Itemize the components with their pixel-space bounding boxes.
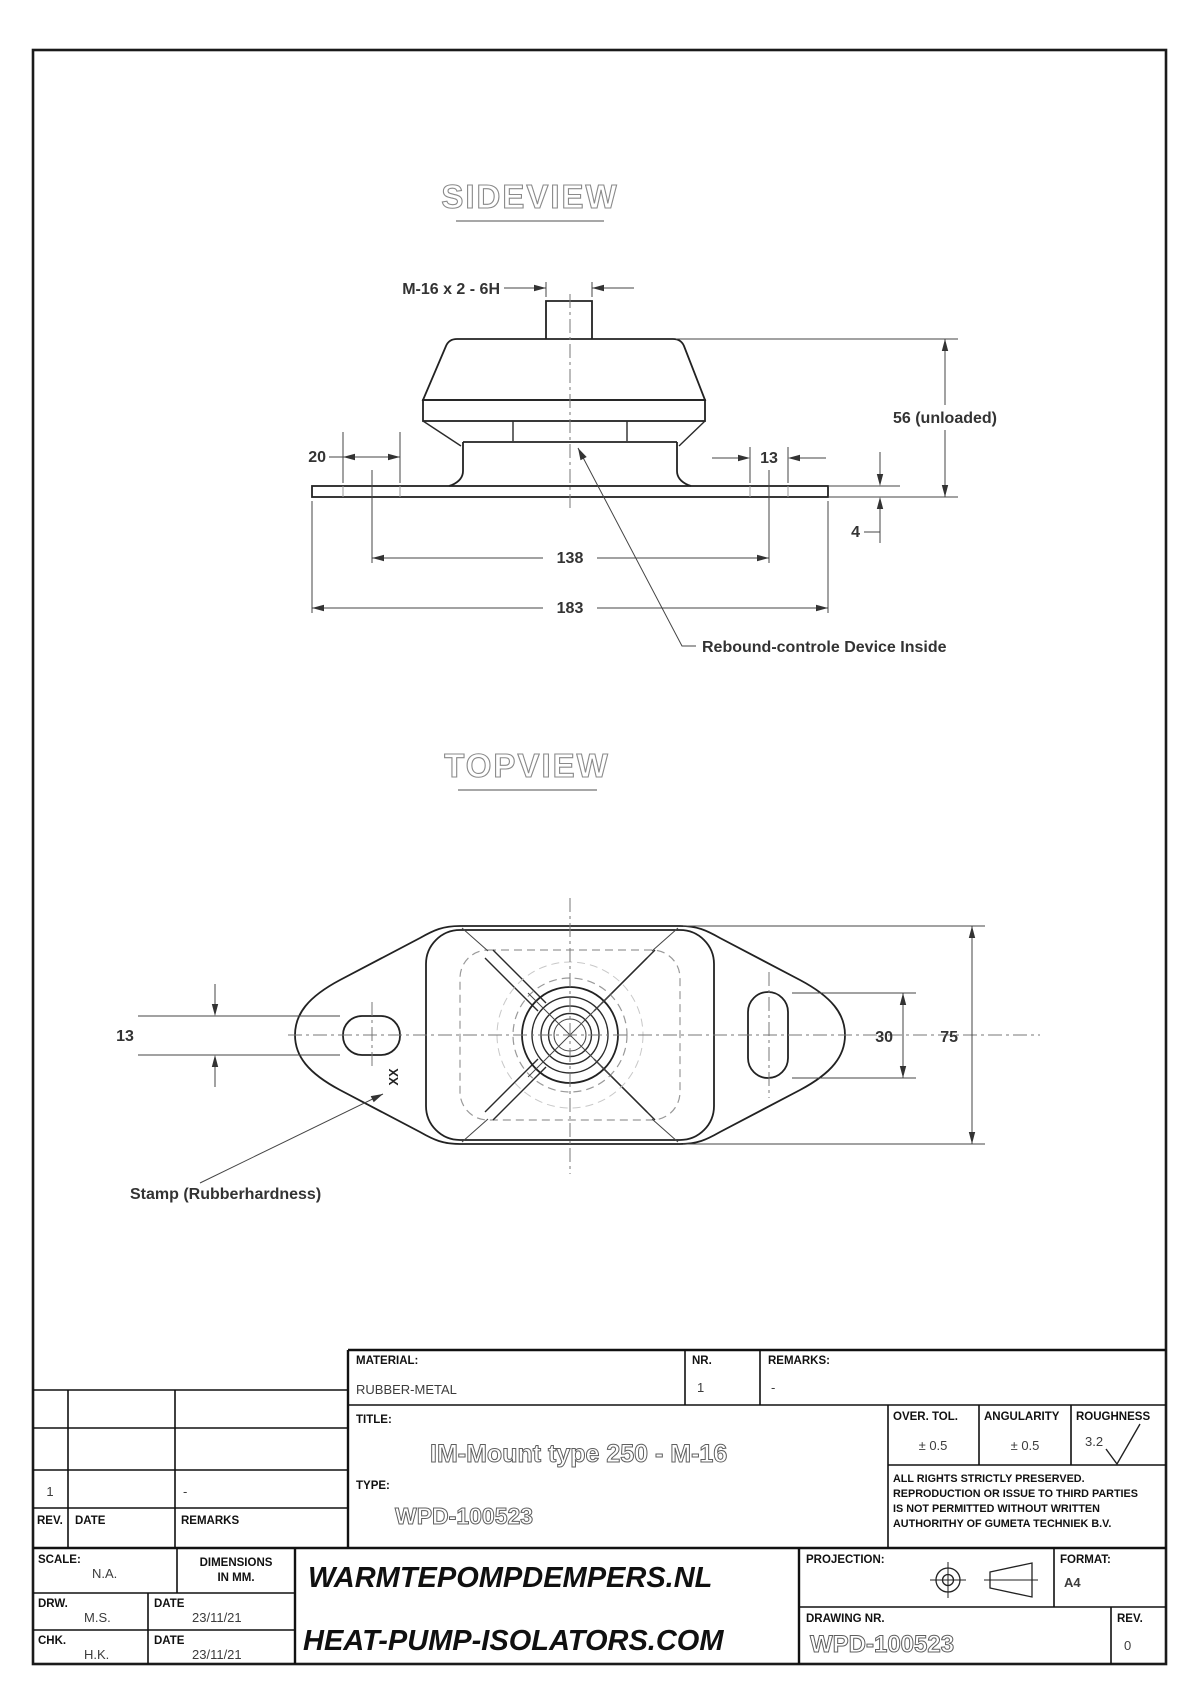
over-tol-label: OVER. TOL. <box>893 1411 958 1423</box>
dim-138-text: 138 <box>556 550 584 567</box>
sideview-title: SIDEVIEW <box>441 178 619 215</box>
drw-label: DRW. <box>38 1598 68 1610</box>
rev-table-date-label: DATE <box>75 1515 106 1527</box>
copyright-line: ALL RIGHTS STRICTLY PRESERVED. <box>893 1473 1085 1485</box>
rev-table-remarks-label: REMARKS <box>181 1515 240 1527</box>
scale-value: N.A. <box>92 1566 118 1581</box>
sideview-part <box>312 294 828 512</box>
rebound-leader <box>578 448 947 656</box>
title-block <box>33 1350 1166 1664</box>
topview-part <box>288 898 1040 1174</box>
dim-56 <box>676 339 997 497</box>
drawing-nr-label: DRAWING NR. <box>806 1613 885 1625</box>
copyright-line: AUTHORITHY OF GUMETA TECHNIEK B.V. <box>893 1518 1112 1530</box>
nr-label: NR. <box>692 1355 712 1367</box>
scale-label: SCALE: <box>38 1554 81 1566</box>
type-label: TYPE: <box>356 1480 390 1492</box>
chk-date-value: 23/11/21 <box>192 1647 242 1662</box>
chk-label: CHK. <box>38 1635 67 1647</box>
format-label: FORMAT: <box>1060 1554 1111 1566</box>
dim-13-top-text: 13 <box>116 1028 134 1045</box>
dim-138 <box>372 470 769 567</box>
rev-label: REV. <box>1117 1613 1143 1625</box>
dim-75-text: 75 <box>940 1029 958 1046</box>
topview-title: TOPVIEW <box>444 747 610 784</box>
roughness-check-icon <box>1106 1424 1140 1464</box>
rev-row-remarks: - <box>183 1484 188 1499</box>
rev-table-rev-label: REV. <box>37 1515 63 1527</box>
dim-183-text: 183 <box>556 600 584 617</box>
dimensions-label-line1: DIMENSIONS <box>199 1557 273 1569</box>
brand-line2: HEAT-PUMP-ISOLATORS.COM <box>303 1625 724 1657</box>
projection-label: PROJECTION: <box>806 1554 885 1566</box>
chk-date-label: DATE <box>154 1635 185 1647</box>
dim-thread <box>402 281 634 298</box>
drawing-nr-value: WPD-100523 <box>810 1631 955 1658</box>
remarks-label: REMARKS: <box>768 1355 830 1367</box>
sideview-drawing <box>308 178 997 656</box>
stamp-mark: XX <box>386 1068 401 1086</box>
angularity-value: ± 0.5 <box>1010 1438 1040 1453</box>
drw-value: M.S. <box>84 1610 111 1625</box>
dim-20 <box>308 432 400 483</box>
dimensions-label-line2: IN MM. <box>217 1572 255 1584</box>
dim-20-text: 20 <box>308 449 326 466</box>
roughness-value: 3.2 <box>1085 1434 1104 1449</box>
rebound-note: Rebound-controle Device Inside <box>702 639 947 656</box>
chk-value: H.K. <box>84 1647 110 1662</box>
roughness-label: ROUGHNESS <box>1076 1411 1151 1423</box>
drw-date-label: DATE <box>154 1598 185 1610</box>
stamp-annotation <box>130 1068 401 1203</box>
stamp-note: Stamp (Rubberhardness) <box>130 1186 322 1203</box>
rev-row-number: 1 <box>46 1484 54 1499</box>
copyright-line: IS NOT PERMITTED WITHOUT WRITTEN <box>893 1503 1100 1515</box>
format-value: A4 <box>1064 1575 1081 1590</box>
title-value: IM-Mount type 250 - M-16 <box>430 1440 728 1468</box>
nr-value: 1 <box>697 1380 705 1395</box>
material-label: MATERIAL: <box>356 1355 419 1367</box>
angularity-label: ANGULARITY <box>984 1411 1060 1423</box>
type-value: WPD-100523 <box>395 1503 534 1529</box>
rev-value: 0 <box>1124 1638 1132 1653</box>
dim-13-side-text: 13 <box>760 450 778 467</box>
drw-date-value: 23/11/21 <box>192 1610 242 1625</box>
first-angle-projection-icon <box>930 1562 1038 1598</box>
title-label: TITLE: <box>356 1414 392 1426</box>
thread-label: M-16 x 2 - 6H <box>402 281 500 298</box>
over-tol-value: ± 0.5 <box>918 1438 948 1453</box>
copyright-line: REPRODUCTION OR ISSUE TO THIRD PARTIES <box>893 1488 1138 1500</box>
dim-4 <box>828 452 958 543</box>
topview-drawing <box>116 747 1040 1203</box>
brand-line1: WARMTEPOMPDEMPERS.NL <box>308 1562 713 1594</box>
dim-30-text: 30 <box>875 1029 893 1046</box>
material-value: RUBBER-METAL <box>356 1382 457 1397</box>
dim-75 <box>683 926 985 1144</box>
remarks-value: - <box>771 1380 776 1395</box>
dim-56-text: 56 (unloaded) <box>892 410 998 427</box>
dim-4-text: 4 <box>851 524 860 541</box>
